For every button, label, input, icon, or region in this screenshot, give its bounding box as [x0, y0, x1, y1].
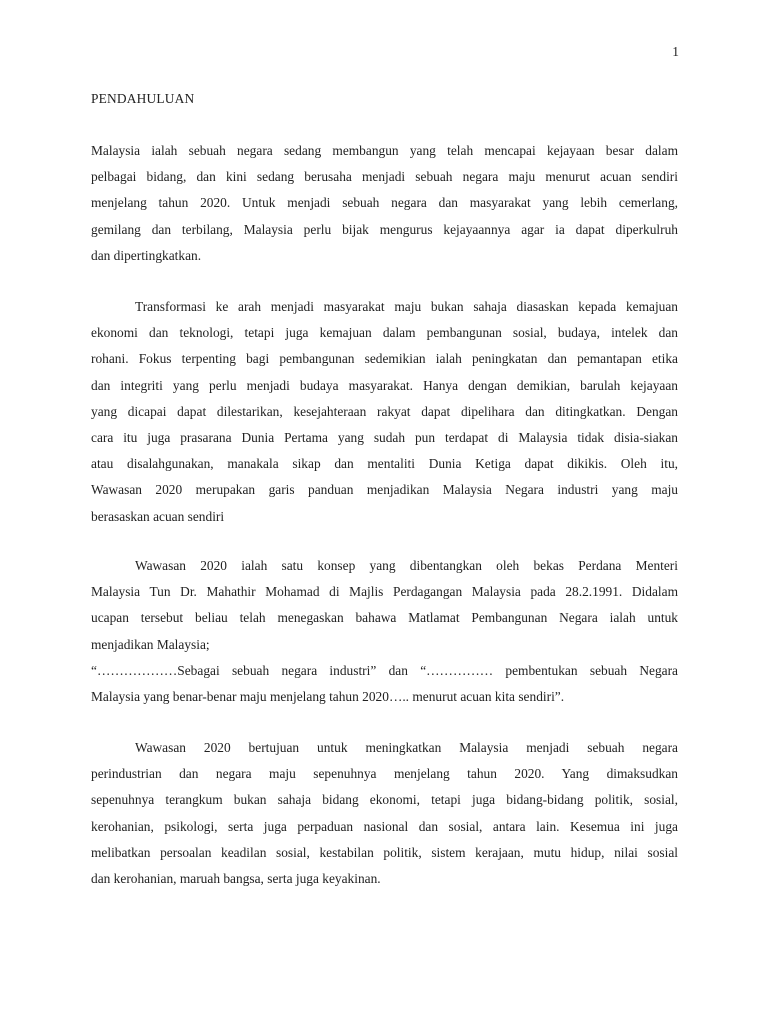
text-line: Malaysia ialah sebuah negara sedang membangun yang telah mencapai kejayaan besar dalam [91, 143, 678, 158]
text-line: dan dipertingkatkan. [91, 247, 202, 263]
text-line: rohani. Fokus terpenting bagi pembangunan sedemikian ialah peningkatan dan pemantapan etika [91, 351, 678, 367]
text-line: pelbagai bidang, dan kini sedang berusaha menjadi sebuah negara maju menurut acuan sendiri [91, 169, 678, 185]
text-line: Wawasan 2020 bertujuan untuk meningkatkan Malaysia menjadi sebuah negara [135, 740, 678, 755]
text-line: Transformasi ke arah menjadi masyarakat maju bukan sahaja diasaskan kepada kemajuan [135, 299, 678, 314]
text-line: yang dicapai dapat dilestarikan, kesejahteraan rakyat dapat dipelihara dan ditingkatkan. Dengan [91, 403, 678, 419]
section-heading: PENDAHULUAN [91, 91, 195, 106]
paragraph-2 [91, 294, 678, 530]
text-line: melibatkan persoalan keadilan sosial, kestabilan politik, sistem kerajaan, mutu hidup, nilai sosial [91, 844, 678, 860]
text-line: menjadikan Malaysia; [91, 636, 210, 652]
page-number: 1 [672, 44, 679, 59]
paragraph-4 [91, 735, 678, 892]
text-line: cara itu juga prasarana Dunia Pertama yang sudah pun terdapat di Malaysia tidak disia-siakan [91, 430, 678, 446]
text-line: “………………Sebagai sebuah negara industri” dan “…………… pembentukan sebuah Negara [91, 662, 678, 678]
text-line: menjelang tahun 2020. Untuk menjadi sebuah negara dan masyarakat yang lebih cemerlang, [91, 195, 678, 211]
text-line: Wawasan 2020 ialah satu konsep yang dibentangkan oleh bekas Perdana Menteri [135, 558, 678, 573]
text-line: dan kerohanian, maruah bangsa, serta juga keyakinan. [91, 871, 381, 887]
text-line: berasaskan acuan sendiri [91, 508, 225, 524]
text-line: perindustrian dan negara maju sepenuhnya menjelang tahun 2020. Yang dimaksudkan [91, 766, 678, 782]
text-line: sepenuhnya terangkum bukan sahaja bidang ekonomi, tetapi juga bidang-bidang politik, sosial, [91, 792, 678, 808]
paragraph-3 [91, 553, 678, 710]
text-line: ekonomi dan teknologi, tetapi juga kemajuan dalam pembangunan sosial, budaya, intelek dan [91, 325, 678, 341]
text-line: kerohanian, psikologi, serta juga perpaduan nasional dan sosial, antara lain. Kesemua ini juga [91, 818, 678, 834]
text-line: Malaysia Tun Dr. Mahathir Mohamad di Majlis Perdagangan Malaysia pada 28.2.1991. Didalam [91, 584, 678, 600]
text-line: atau disalahgunakan, manakala sikap dan mentaliti Dunia Ketiga dapat dikikis. Oleh itu, [91, 456, 678, 472]
text-line: ucapan tersebut beliau telah menegaskan bahawa Matlamat Pembangunan Negara ialah untuk [91, 610, 678, 626]
text-line: Wawasan 2020 merupakan garis panduan menjadikan Malaysia Negara industri yang maju [91, 482, 678, 498]
paragraph-1 [91, 138, 678, 269]
text-line: Malaysia yang benar-benar maju menjelang tahun 2020….. menurut acuan kita sendiri”. [91, 689, 565, 705]
text-line: gemilang dan terbilang, Malaysia perlu bijak mengurus kejayaannya agar ia dapat diperkulruh [91, 221, 678, 237]
text-line: dan integriti yang perlu menjadi budaya masyarakat. Hanya dengan demikian, barulah kejayaan [91, 377, 678, 393]
